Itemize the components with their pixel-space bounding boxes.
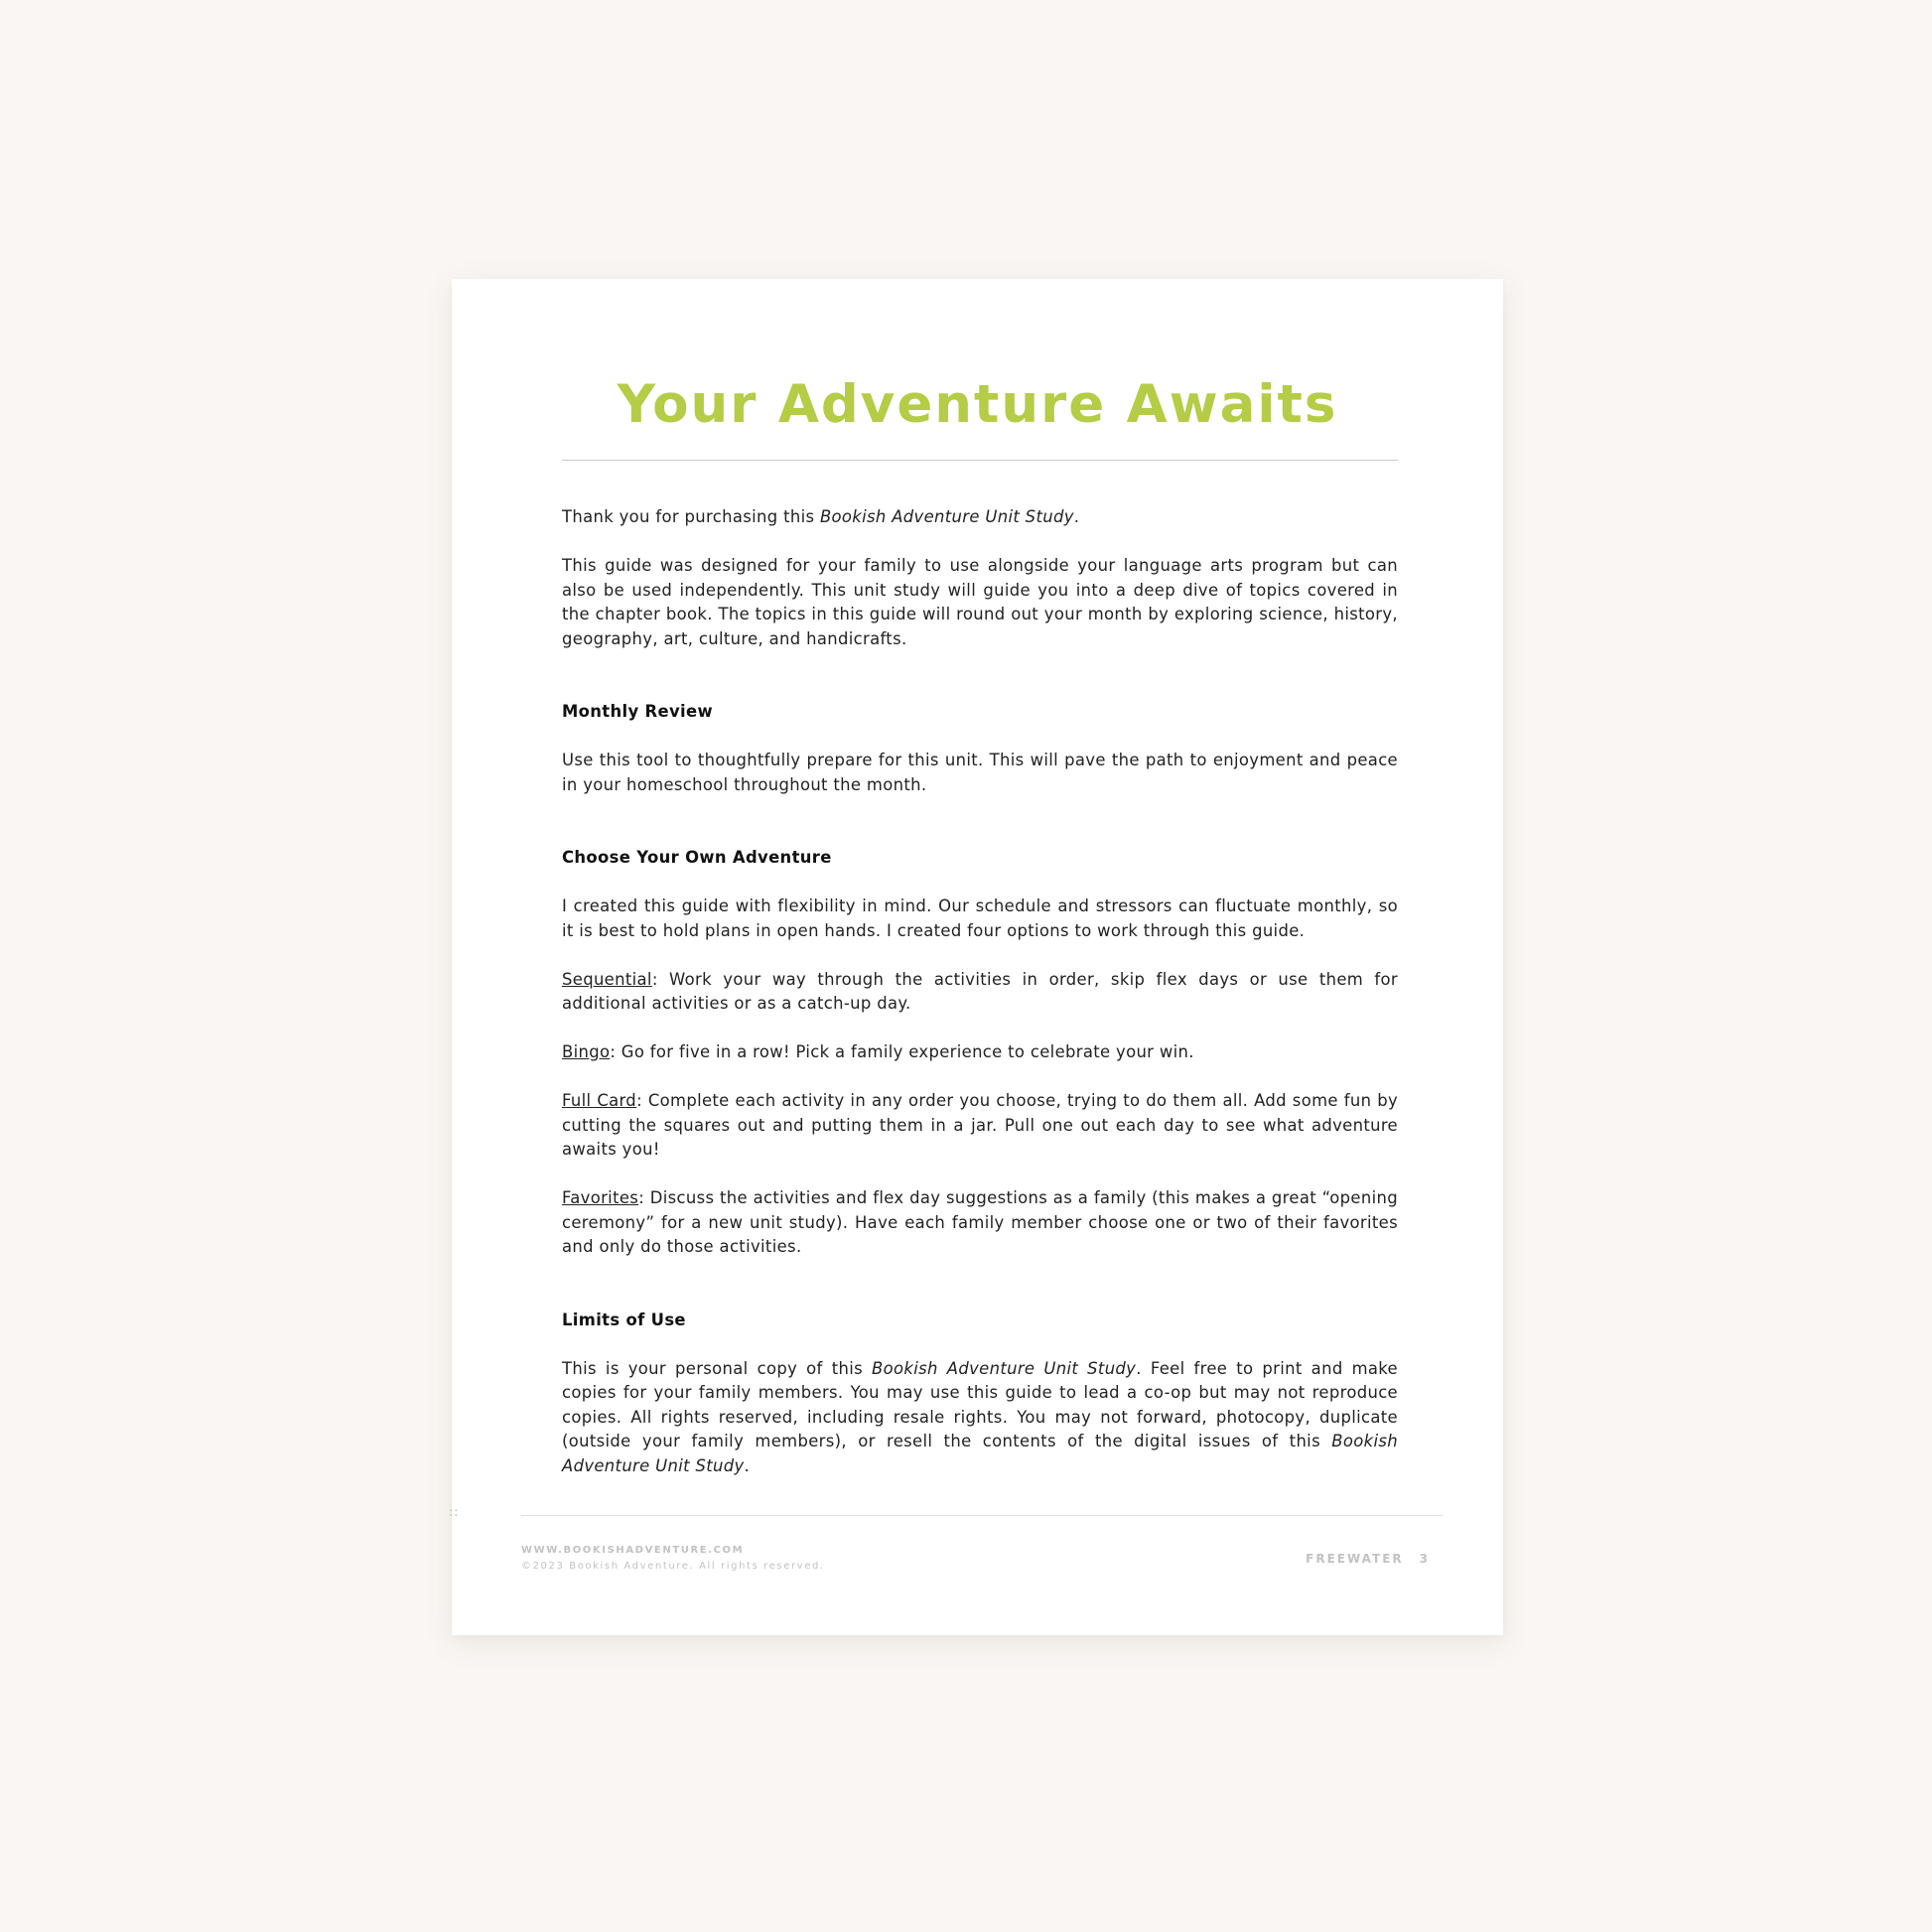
option-description: : Work your way through the activities in order, skip flex days or use them for additional activities or as a catch-up day. — [562, 969, 1398, 1013]
book-title-italic: Bookish Adventure Unit Study — [562, 1432, 1398, 1475]
page-body — [562, 505, 1398, 1478]
thanks-period: . — [1073, 507, 1080, 526]
thanks-paragraph — [562, 505, 1398, 530]
book-title-italic: Bookish Adventure Unit Study — [819, 507, 1074, 526]
thanks-text: Thank you for purchasing this — [562, 507, 820, 526]
limits-text: This is your personal copy of this — [562, 1358, 873, 1378]
footer-website: WWW.BOOKISHADVENTURE.COM — [521, 1545, 745, 1556]
choose-adventure-heading: Choose Your Own Adventure — [562, 848, 832, 867]
limits-of-use-heading: Limits of Use — [562, 1310, 686, 1329]
option-bingo — [562, 1040, 1398, 1065]
limits-text: . Feel free to print and make copies for your family members. You may use this guide to lead a co-op but may not reproduce copies. All rights reserved, including resale rights. You may not forward, photocopy, duplicate (outside your family members), or resell the contents of the digital issues of this — [562, 1358, 1398, 1450]
book-title-italic: Bookish Adventure Unit Study — [872, 1358, 1137, 1378]
page-number: 3 — [1419, 1552, 1430, 1566]
footer-book-name: FREEWATER — [1306, 1552, 1404, 1566]
option-term: Sequential — [562, 969, 652, 989]
option-term: Favorites — [562, 1188, 639, 1207]
document-page — [452, 279, 1503, 1635]
footer-divider — [521, 1515, 1443, 1516]
footer-left — [521, 1543, 825, 1575]
guide-paragraph: This guide was designed for your family to use alongside your language arts program but can also be used independently. This unit study will guide you into a deep dive of topics covered in the chapter book. The topics in this guide will round out your month by exploring science, history, geography, art, culture, and handicrafts. — [562, 556, 1398, 648]
option-term: Full Card — [562, 1091, 637, 1110]
footer-right — [1306, 1552, 1430, 1566]
footer-copyright: ©2023 Bookish Adventure. All rights reserved. — [521, 1561, 825, 1572]
edge-mark: ∷ — [450, 1506, 458, 1520]
option-full-card — [562, 1089, 1398, 1163]
option-sequential — [562, 968, 1398, 1017]
option-term: Bingo — [562, 1042, 611, 1061]
option-description: : Go for five in a row! Pick a family experience to celebrate your win. — [610, 1042, 1194, 1061]
choose-adventure-paragraph: I created this guide with flexibility in mind. Our schedule and stressors can fluctuate monthly, so it is best to hold plans in open hands. I created four options to work through this guide. — [562, 897, 1398, 940]
limits-text: . — [744, 1455, 751, 1475]
option-description: : Discuss the activities and flex day suggestions as a family (this makes a great “opening ceremony” for a new unit study). Have each family member choose one or two of their favorites and only do those activities. — [562, 1188, 1398, 1256]
title-divider — [562, 460, 1398, 461]
page-title: Your Adventure Awaits — [617, 374, 1338, 435]
limits-of-use-paragraph — [562, 1357, 1398, 1479]
monthly-review-heading: Monthly Review — [562, 702, 713, 721]
option-description: : Complete each activity in any order you choose, trying to do them all. Add some fun by cutting the squares out and putting them in a jar. Pull one out each day to see what adventure awaits you! — [562, 1091, 1398, 1159]
monthly-review-paragraph: Use this tool to thoughtfully prepare for this unit. This will pave the path to enjoyment and peace in your homeschool throughout the month. — [562, 751, 1398, 794]
option-favorites — [562, 1186, 1398, 1260]
